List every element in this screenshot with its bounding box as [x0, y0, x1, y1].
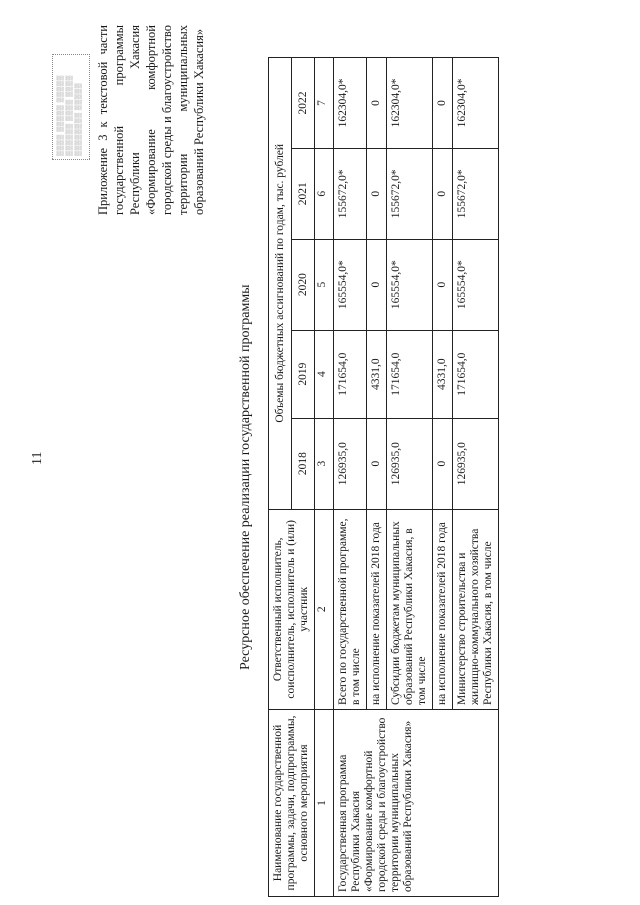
header-year: 2018	[292, 418, 315, 509]
header-budget-group: Объемы бюджетных ассигнований по годам, тыс. рублей	[269, 58, 292, 510]
column-number: 3	[315, 418, 334, 509]
page-number: 11	[30, 451, 45, 465]
value-cell: 155672,0*	[334, 148, 367, 239]
column-number: 1	[315, 709, 334, 896]
column-number: 4	[315, 330, 334, 418]
value-cell: 155672,0*	[387, 148, 433, 239]
value-cell: 0	[433, 239, 453, 330]
value-cell: 0	[367, 148, 387, 239]
value-cell: 165554,0*	[334, 239, 367, 330]
header-year: 2022	[292, 58, 315, 149]
value-cell: 0	[433, 148, 453, 239]
participant-cell: Субсидии бюджетам муниципальных образований Республики Хакасия, в том числе	[387, 509, 433, 709]
value-cell: 162304,0*	[334, 58, 367, 149]
participant-cell: Всего по государственной программе, в том числе	[334, 509, 367, 709]
value-cell: 171654,0	[387, 330, 433, 418]
value-cell: 4331,0	[433, 330, 453, 418]
header-year: 2019	[292, 330, 315, 418]
header-row-1	[269, 58, 292, 897]
column-number: 7	[315, 58, 334, 149]
column-number-row	[315, 58, 334, 897]
header-year: 2021	[292, 148, 315, 239]
header-year: 2020	[292, 239, 315, 330]
table-title: Ресурсное обеспечение реализации государственной программы	[238, 284, 253, 670]
participant-cell: Министерство строительства и жилищно-коммунального хозяйства Республики Хакасия, в том числе	[453, 509, 499, 709]
program-name-cell: Государственная программа Республики Хакасия «Формирование комфортной городской среды и благоустройство территории муниципальных образований Республики Хакасия»	[334, 709, 499, 896]
value-cell: 171654,0	[453, 330, 499, 418]
registration-stamp: ▒▒▒▒ ▒▒▒▒▒ ▒▒▒▒▒ ▒▒▒▒▒▒ ▒▒▒▒ ▒▒▒▒ ▒▒▒▒▒▒▒▒ ▒▒▒▒▒	[52, 54, 90, 160]
value-cell: 165554,0*	[387, 239, 433, 330]
value-cell: 126935,0	[387, 418, 433, 509]
value-cell: 4331,0	[367, 330, 387, 418]
header-program-name: Наименование государственной программы, задачи, подпрограммы, основного мероприятия	[269, 709, 315, 896]
value-cell: 162304,0*	[387, 58, 433, 149]
value-cell: 0	[433, 418, 453, 509]
value-cell: 126935,0	[334, 418, 367, 509]
value-cell: 171654,0	[334, 330, 367, 418]
value-cell: 162304,0*	[453, 58, 499, 149]
header-participant: Ответственный исполнитель, соисполнитель, исполнитель и (или) участник	[269, 509, 315, 709]
budget-table	[268, 57, 499, 897]
value-cell: 0	[367, 239, 387, 330]
table-row	[334, 58, 367, 897]
column-number: 5	[315, 239, 334, 330]
value-cell: 155672,0*	[453, 148, 499, 239]
column-number: 6	[315, 148, 334, 239]
value-cell: 165554,0*	[453, 239, 499, 330]
participant-cell: на исполнение показателей 2018 года	[367, 509, 387, 709]
participant-cell: на исполнение показателей 2018 года	[433, 509, 453, 709]
value-cell: 0	[433, 58, 453, 149]
appendix-note: Приложение 3 к текстовой части государственной программы Республики Хакасия «Формирование комфортной городской среды и благоустройство территории муниципальных образований Республики Хакасия»	[96, 25, 206, 215]
value-cell: 126935,0	[453, 418, 499, 509]
value-cell: 0	[367, 418, 387, 509]
column-number: 2	[315, 509, 334, 709]
value-cell: 0	[367, 58, 387, 149]
